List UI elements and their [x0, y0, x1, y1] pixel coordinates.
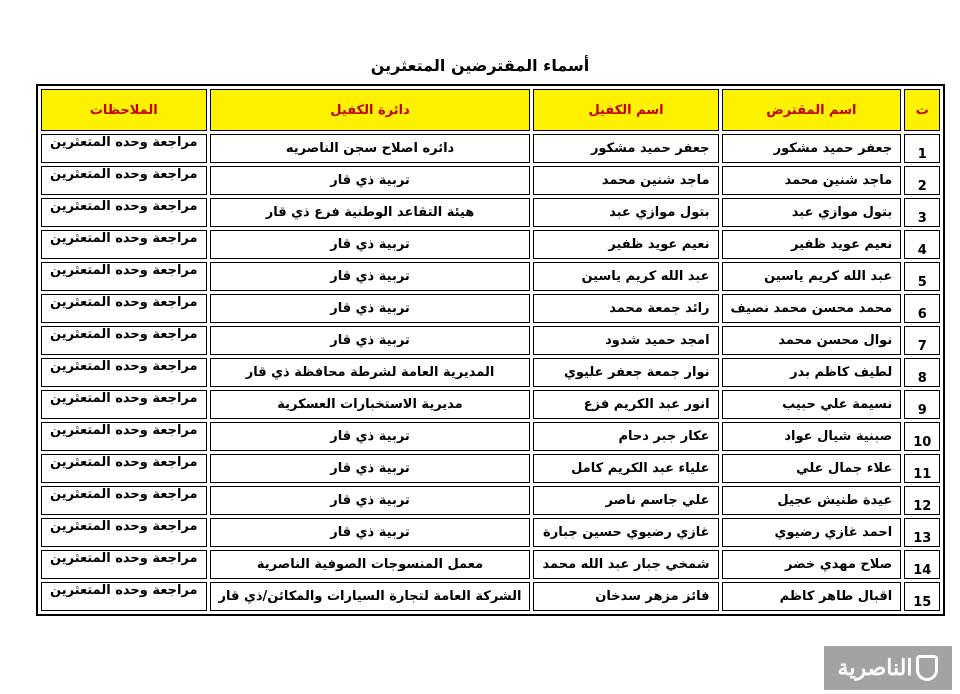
row-note: مراجعة وحده المتعثرين	[41, 198, 207, 227]
guarantor-department: تربية ذي قار	[210, 486, 531, 515]
row-number: 1	[904, 134, 940, 163]
row-note: مراجعة وحده المتعثرين	[41, 134, 207, 163]
row-number: 15	[904, 582, 940, 611]
borrower-name: نعيم عويد ظفير	[722, 230, 902, 259]
borrower-name: علاء جمال علي	[722, 454, 902, 483]
borrower-name: نسيمة علي حبيب	[722, 390, 902, 419]
guarantor-name: عكار جبر دحام	[533, 422, 718, 451]
row-number: 4	[904, 230, 940, 259]
guarantor-department: تربية ذي قار	[210, 326, 531, 355]
row-note: مراجعة وحده المتعثرين	[41, 390, 207, 419]
guarantor-department: تربية ذي قار	[210, 230, 531, 259]
guarantor-department: تربية ذي قار	[210, 454, 531, 483]
guarantor-department: معمل المنسوجات الصوفية الناصرية	[210, 550, 531, 579]
col-header-department: دائرة الكفيل	[210, 89, 531, 131]
guarantor-department: هيئة التقاعد الوطنية فرع ذي قار	[210, 198, 531, 227]
table-row	[41, 166, 940, 195]
row-note: مراجعة وحده المتعثرين	[41, 422, 207, 451]
row-number: 9	[904, 390, 940, 419]
row-number: 2	[904, 166, 940, 195]
document-title: أسماء المقترضين المتعثرين	[370, 56, 590, 75]
row-note: مراجعة وحده المتعثرين	[41, 518, 207, 547]
borrower-name: لطيف كاظم بدر	[722, 358, 902, 387]
guarantor-department: تربية ذي قار	[210, 422, 531, 451]
row-number: 6	[904, 294, 940, 323]
row-number: 5	[904, 262, 940, 291]
col-header-num: ت	[904, 89, 940, 131]
guarantor-name: نعيم عويد ظفير	[533, 230, 718, 259]
guarantor-name: جعفر حميد مشكور	[533, 134, 718, 163]
borrower-name: عيدة طنيش عجيل	[722, 486, 902, 515]
guarantor-name: امجد حميد شدود	[533, 326, 718, 355]
row-number: 11	[904, 454, 940, 483]
table-row	[41, 358, 940, 387]
table-row	[41, 198, 940, 227]
guarantor-department: تربية ذي قار	[210, 294, 531, 323]
site-logo-icon	[916, 655, 938, 681]
table-header-row	[41, 89, 940, 131]
guarantor-department: تربية ذي قار	[210, 262, 531, 291]
row-note: مراجعة وحده المتعثرين	[41, 262, 207, 291]
row-number: 10	[904, 422, 940, 451]
guarantor-name: شمخي جبار عبد الله محمد	[533, 550, 718, 579]
borrower-name: احمد غازي رضيوي	[722, 518, 902, 547]
table-row	[41, 422, 940, 451]
row-note: مراجعة وحده المتعثرين	[41, 230, 207, 259]
table-row	[41, 518, 940, 547]
guarantor-name: فائز مزهر سدخان	[533, 582, 718, 611]
guarantor-name: نوار جمعة جعفر عليوي	[533, 358, 718, 387]
table-row	[41, 262, 940, 291]
guarantor-name: غازي رضيوي حسين جبارة	[533, 518, 718, 547]
borrowers-table	[36, 84, 945, 616]
table-row	[41, 486, 940, 515]
borrower-name: اقبال طاهر كاظم	[722, 582, 902, 611]
guarantor-department: تربية ذي قار	[210, 166, 531, 195]
guarantor-name: علي جاسم ناصر	[533, 486, 718, 515]
guarantor-department: دائره اصلاح سجن الناصريه	[210, 134, 531, 163]
row-number: 8	[904, 358, 940, 387]
table-row	[41, 294, 940, 323]
table-row	[41, 550, 940, 579]
borrower-name: صلاح مهدي خضر	[722, 550, 902, 579]
row-note: مراجعة وحده المتعثرين	[41, 454, 207, 483]
table-row	[41, 582, 940, 611]
table-row	[41, 134, 940, 163]
guarantor-name: علياء عبد الكريم كامل	[533, 454, 718, 483]
guarantor-department: تربية ذي قار	[210, 518, 531, 547]
row-note: مراجعة وحده المتعثرين	[41, 582, 207, 611]
row-note: مراجعة وحده المتعثرين	[41, 550, 207, 579]
table-row	[41, 230, 940, 259]
row-number: 7	[904, 326, 940, 355]
borrower-name: ماجد شنين محمد	[722, 166, 902, 195]
row-note: مراجعة وحده المتعثرين	[41, 326, 207, 355]
guarantor-department: المديرية العامة لشرطة محافظة ذي قار	[210, 358, 531, 387]
site-logo-text: الناصرية	[837, 655, 913, 681]
borrower-name: محمد محسن محمد نصيف	[722, 294, 902, 323]
borrower-name: جعفر حميد مشكور	[722, 134, 902, 163]
row-note: مراجعة وحده المتعثرين	[41, 358, 207, 387]
guarantor-name: رائد جمعة محمد	[533, 294, 718, 323]
row-note: مراجعة وحده المتعثرين	[41, 294, 207, 323]
guarantor-name: ماجد شنين محمد	[533, 166, 718, 195]
guarantor-name: بتول موازي عبد	[533, 198, 718, 227]
row-note: مراجعة وحده المتعثرين	[41, 486, 207, 515]
col-header-borrower: اسم المقترض	[722, 89, 902, 131]
row-number: 3	[904, 198, 940, 227]
table-row	[41, 390, 940, 419]
table-row	[41, 326, 940, 355]
borrower-name: نوال محسن محمد	[722, 326, 902, 355]
guarantor-department: مديرية الاستخبارات العسكرية	[210, 390, 531, 419]
guarantor-department: الشركة العامة لتجارة السيارات والمكائن/ذي قار	[210, 582, 531, 611]
row-note: مراجعة وحده المتعثرين	[41, 166, 207, 195]
borrower-name: عبد الله كريم ياسين	[722, 262, 902, 291]
guarantor-name: عبد الله كريم ياسين	[533, 262, 718, 291]
site-logo	[824, 646, 952, 690]
guarantor-name: انور عبد الكريم فزع	[533, 390, 718, 419]
row-number: 12	[904, 486, 940, 515]
row-number: 13	[904, 518, 940, 547]
row-number: 14	[904, 550, 940, 579]
table-row	[41, 454, 940, 483]
col-header-notes: الملاحظات	[41, 89, 207, 131]
borrower-name: صبنية شيال عواد	[722, 422, 902, 451]
col-header-guarantor: اسم الكفيل	[533, 89, 718, 131]
borrower-name: بتول موازي عبد	[722, 198, 902, 227]
